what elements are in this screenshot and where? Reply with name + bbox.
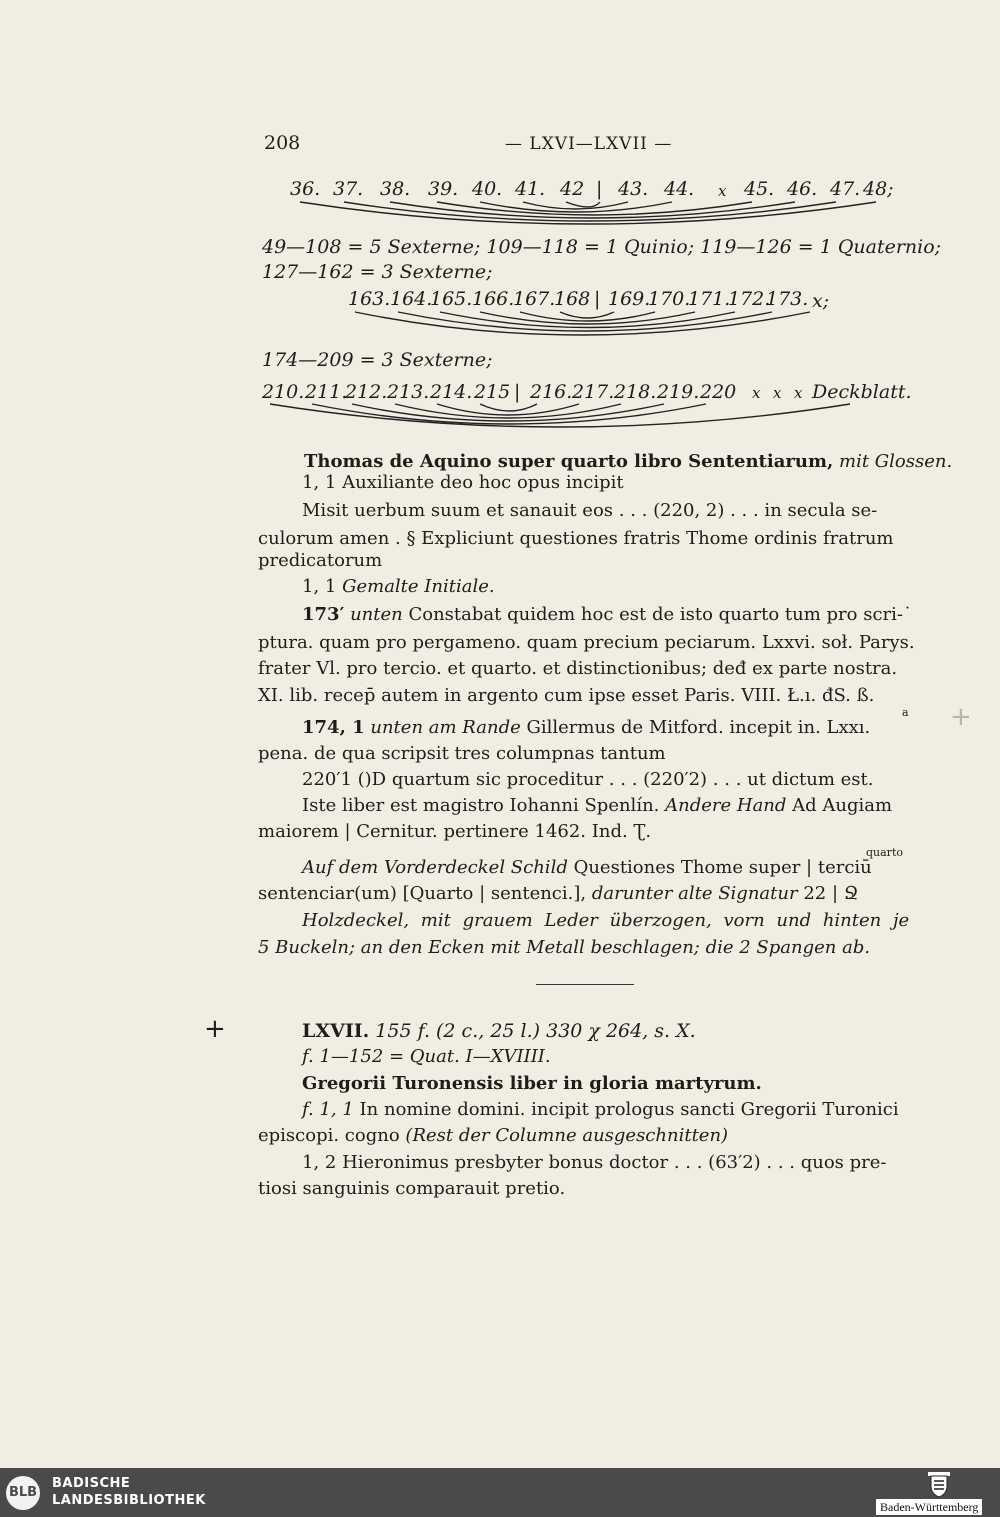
gathering-formula: f. 1—152 = Quat. I—XVIIII. bbox=[302, 1046, 551, 1067]
bifolium-arc bbox=[390, 202, 795, 218]
folio-number: 37. bbox=[333, 178, 364, 200]
missing-leaf-mark: x; bbox=[812, 290, 830, 312]
bifolium-arc bbox=[560, 312, 614, 318]
note-line bbox=[302, 576, 495, 598]
library-name[interactable] bbox=[52, 1475, 206, 1509]
note-text: darunter alte Signatur bbox=[591, 883, 798, 904]
incipit-text: In nomine domini. incipit prologus sancti Gregorii Turonici bbox=[359, 1099, 899, 1120]
folio-number: 167. bbox=[513, 288, 556, 310]
bleed-through-plus-mark: + bbox=[950, 702, 972, 732]
text-line: culorum amen . § Expliciunt questiones fratris Thome ordinis fratrum bbox=[258, 528, 894, 549]
folio-number: 163. bbox=[348, 288, 391, 310]
folio-number: 45. bbox=[744, 178, 775, 200]
note-location: unten bbox=[350, 604, 403, 625]
note-line bbox=[302, 717, 870, 739]
text-line: XI. lib. recep̄ autem in argento cum ipse esset Paris. VIII. Ł.ı. đS. ß. bbox=[258, 685, 875, 706]
note-location: unten am Rande bbox=[370, 717, 521, 738]
running-title: — LXVI—LXVII — bbox=[505, 134, 673, 154]
bifolium-arc bbox=[440, 312, 735, 328]
text-line: 1, 2 Hieronimus presbyter bonus doctor . . . (63′2) . . . quos pre- bbox=[302, 1152, 887, 1173]
note-line bbox=[302, 604, 912, 626]
folio-number: 166. bbox=[472, 288, 515, 310]
manuscript-title bbox=[304, 451, 952, 473]
region-label: Baden-Württemberg bbox=[876, 1499, 982, 1515]
incipit-text: episcopi. cogno bbox=[258, 1125, 400, 1146]
gathering-formula: 49—108 = 5 Sexterne; 109—118 = 1 Quinio; 119—126 = 1 Quaternio; bbox=[262, 236, 942, 258]
folio-ref: 173′ bbox=[302, 604, 345, 625]
text-line: ptura. quam pro pergameno. quam precium peciarum. Lxxvi. soł. Parys. bbox=[258, 632, 915, 653]
shelfmark: 22 | Ջ bbox=[803, 883, 859, 904]
folio-number: 218. bbox=[614, 381, 657, 403]
folio-number: 216. bbox=[530, 381, 573, 403]
bifolium-arc bbox=[566, 202, 600, 207]
folio-number: 219. bbox=[657, 381, 700, 403]
folio-number: 172. bbox=[728, 288, 771, 310]
fold-separator: | bbox=[514, 381, 521, 403]
folio-number: 215 bbox=[474, 381, 511, 403]
folio-number: 210. bbox=[262, 381, 305, 403]
folio-number: 213. bbox=[387, 381, 430, 403]
folio-number: 171. bbox=[688, 288, 731, 310]
missing-leaf-mark: x bbox=[718, 182, 727, 200]
gathering-formula: 174—209 = 3 Sexterne; bbox=[262, 349, 493, 371]
folio-ref: 1, 1 bbox=[302, 576, 337, 597]
folio-number: 170. bbox=[648, 288, 691, 310]
folio-number: 46. bbox=[787, 178, 818, 200]
incipit-line: 1, 1 Auxiliante deo hoc opus incipit bbox=[302, 472, 624, 493]
note-text: Constabat quidem hoc est de isto quarto tum pro scri-˙ bbox=[408, 604, 912, 625]
bifolium-arc bbox=[344, 202, 836, 221]
page-number: 208 bbox=[264, 132, 301, 154]
binding-description: Holzdeckel, mit grauem Leder überzogen, vorn und hinten je bbox=[302, 910, 910, 931]
note-line bbox=[302, 857, 872, 879]
bifolium-arc bbox=[520, 312, 655, 321]
library-name-line-2: LANDESBIBLIOTHEK bbox=[52, 1493, 206, 1508]
missing-leaf-mark: x bbox=[752, 384, 761, 402]
superscript-mark: a bbox=[902, 706, 909, 719]
note-text: Gillermus de Mitford. incepit in. Lxxı. bbox=[526, 717, 871, 738]
text-line: predicatorum bbox=[258, 550, 383, 571]
fold-separator: | bbox=[594, 288, 601, 310]
text-line: pena. de qua scripsit tres columpnas tantum bbox=[258, 743, 666, 764]
bifolium-arc bbox=[480, 404, 537, 411]
hand-note: Andere Hand bbox=[665, 795, 787, 816]
folio-number: 36. bbox=[290, 178, 321, 200]
section-divider bbox=[536, 984, 634, 985]
bifolium-arc bbox=[395, 404, 621, 418]
note-line bbox=[258, 883, 859, 905]
folio-number: 173. bbox=[766, 288, 809, 310]
bifolium-arc bbox=[523, 202, 628, 209]
label-text: sentenciar(um) [Quarto | sentenci.], bbox=[258, 883, 587, 904]
fold-separator: | bbox=[596, 178, 603, 200]
manuscript-title: Gregorii Turonensis liber in gloria martyrum. bbox=[302, 1073, 762, 1094]
ownership-text: Iste liber est magistro Iohanni Spenlín. bbox=[302, 795, 660, 816]
bifolium-arc bbox=[437, 404, 579, 415]
folio-number: 214. bbox=[430, 381, 473, 403]
folio-number: 44. bbox=[664, 178, 695, 200]
folio-number: 165. bbox=[430, 288, 473, 310]
manuscript-heading bbox=[302, 1020, 696, 1042]
bifolium-arc bbox=[480, 202, 672, 212]
note-location: Auf dem Vorderdeckel Schild bbox=[302, 857, 568, 878]
folio-ref: 174, 1 bbox=[302, 717, 365, 738]
superscript-word: quarto bbox=[866, 846, 903, 859]
folio-number: 39. bbox=[428, 178, 459, 200]
library-name-line-1: BADISCHE bbox=[52, 1476, 131, 1491]
blb-logo[interactable]: BLB bbox=[6, 1476, 40, 1510]
manuscript-format: 155 f. (2 c., 25 l.) 330 χ 264, s. X. bbox=[375, 1020, 696, 1042]
bifolium-arc bbox=[398, 312, 772, 331]
folio-number: 164. bbox=[390, 288, 433, 310]
text-line: tiosi sanguinis comparauit pretio. bbox=[258, 1178, 566, 1199]
bifolium-arc bbox=[270, 404, 850, 427]
missing-leaf-mark: x bbox=[794, 384, 803, 402]
text-line bbox=[258, 1125, 728, 1147]
folio-number: 220 bbox=[700, 381, 737, 403]
flyleaf-label: Deckblatt. bbox=[812, 381, 912, 403]
folio-number: 47. bbox=[830, 178, 861, 200]
editor-note: (Rest der Columne ausgeschnitten) bbox=[405, 1125, 729, 1146]
bifolium-arc bbox=[300, 202, 876, 224]
title-bold: Thomas de Aquino super quarto libro Sententiarum, bbox=[304, 451, 834, 472]
folio-number: 168 bbox=[554, 288, 591, 310]
binding-description: 5 Buckeln; an den Ecken mit Metall beschlagen; die 2 Spangen ab. bbox=[258, 937, 871, 958]
missing-leaf-mark: x bbox=[773, 384, 782, 402]
folio-number: 41. bbox=[515, 178, 546, 200]
text-line: Misit uerbum suum et sanauit eos . . . (220, 2) . . . in secula se- bbox=[302, 500, 878, 521]
bifolium-arc bbox=[437, 202, 752, 215]
gathering-formula: 127—162 = 3 Sexterne; bbox=[262, 261, 493, 283]
margin-plus-mark: + bbox=[204, 1014, 226, 1044]
folio-ref: f. 1, 1 bbox=[302, 1099, 354, 1120]
folio-number: 212. bbox=[345, 381, 388, 403]
bifolium-arc bbox=[480, 312, 695, 324]
text-line: frater Vl. pro tercio. et quarto. et distinctionibus; deđ ex parte nostra. bbox=[258, 658, 898, 679]
note-text: Gemalte Initiale. bbox=[342, 576, 495, 597]
incipit-line bbox=[302, 1099, 899, 1121]
manuscript-number: LXVII. bbox=[302, 1020, 370, 1042]
bifolium-arc bbox=[312, 404, 706, 424]
folio-number: 40. bbox=[472, 178, 503, 200]
folio-number: 48; bbox=[863, 178, 894, 200]
folio-number: 169. bbox=[608, 288, 651, 310]
folio-number: 42 bbox=[560, 178, 585, 200]
label-text: Questiones Thome super | terciū bbox=[573, 857, 872, 878]
folio-number: 38. bbox=[380, 178, 411, 200]
bifolium-arc bbox=[355, 312, 810, 335]
note-line bbox=[302, 795, 892, 817]
title-note: mit Glossen. bbox=[839, 451, 953, 472]
text-line: maiorem | Cernitur. pertinere 1462. Ind. Ʈ. bbox=[258, 821, 652, 842]
text-line: 220′1 ()D quartum sic proceditur . . . (220′2) . . . ut dictum est. bbox=[302, 769, 874, 790]
folio-number: 43. bbox=[618, 178, 649, 200]
folio-number: 211. bbox=[305, 381, 348, 403]
ownership-text: Ad Augiam bbox=[792, 795, 893, 816]
coat-of-arms-icon bbox=[925, 1470, 953, 1498]
bifolium-arc bbox=[352, 404, 664, 421]
folio-number: 217. bbox=[572, 381, 615, 403]
